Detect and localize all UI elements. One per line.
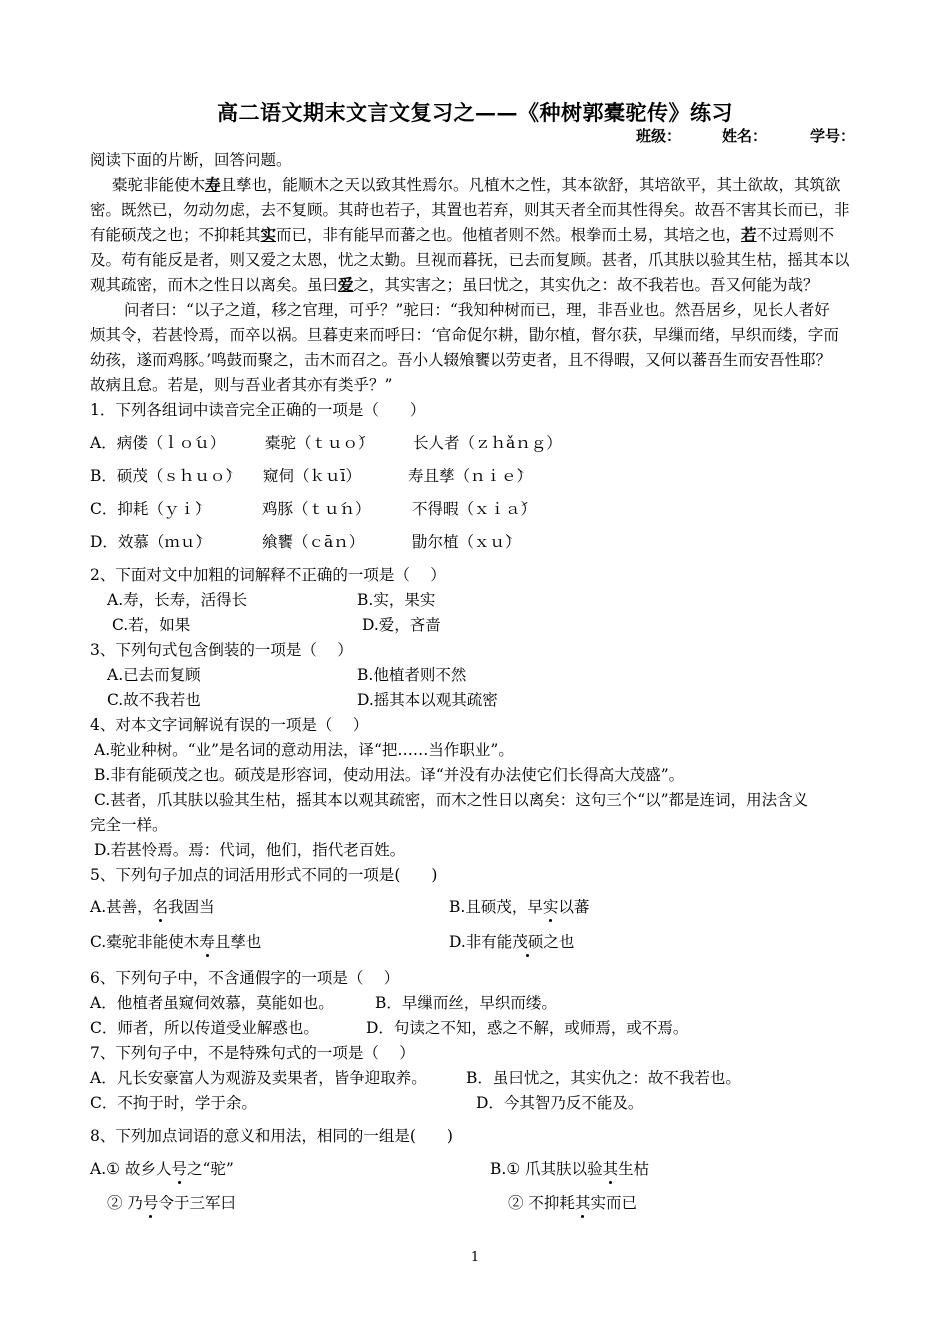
q1-option-b: B．硕茂（ｓｈｕｏ̀） (90, 467, 241, 485)
question-4-stem: 4、对本文字词解说有误的一项是（ ） (90, 716, 369, 734)
q1-option-a-2: 橐驼（ｔｕｏ́） (265, 434, 374, 452)
q1-option-c-3: 不得暇（ｘｉａ́） (412, 500, 537, 518)
q5-option-a: A.甚善，名我固当 (90, 898, 215, 916)
q7-option-a: A．凡长安豪富人为观游及卖果者，皆争迎取养。 (90, 1069, 427, 1087)
q1-option-d-3: 勖尔植（ｘｕ̀） (412, 533, 521, 551)
passage-line: 橐驼非能使木寿且孳也，能顺木之天以致其性焉尔。凡植木之性，其本欲舒，其培欲平，其土欲故，其筑欲 (112, 175, 841, 194)
question-8-stem: 8、下列加点词语的意义和用法，相同的一组是( ) (90, 1127, 453, 1145)
bold-word-shi: 实 (260, 225, 277, 244)
name-label: 姓名： (722, 127, 768, 145)
bold-word-shou: 寿 (205, 175, 221, 194)
q7-option-c: C．不拘于时，学于余。 (90, 1094, 257, 1112)
passage-line: 密。既然已，勿动勿虑，去不复顾。其莳也若子，其置也若弃，则其天者全而其性得矣。故吾不害其长而已，非 (90, 201, 850, 219)
q1-option-b-3: 寿且孳（ｎｉｅ̀） (408, 467, 533, 485)
q6-option-c: C．师者，所以传道受业解惑也。 (90, 1019, 319, 1037)
q4-option-c-cont: 完全一样。 (90, 816, 168, 834)
q8-option-a2: ② 乃号令于三军曰 (107, 1194, 236, 1212)
q7-option-d: D．今其智乃反不能及。 (476, 1094, 644, 1112)
passage-line: 观其疏密，而木之性日以离矣。虽曰爱之，其实害之；虽曰忧之，其实仇之：故不我若也。吾又何能为哉？ (90, 275, 819, 294)
q5-option-c: C.橐驼非能使木寿且孳也 (90, 933, 262, 951)
question-3-stem: 3、下列句式包含倒装的一项是（ ） (90, 641, 353, 659)
q8-option-b2: ② 不抑耗其实而已 (508, 1194, 637, 1212)
q1-option-d: D．效慕（ｍｕ̀） (90, 533, 211, 551)
q1-option-c-2: 鸡豚（ｔｕ́ｎ） (262, 500, 371, 518)
student-id-label: 学号： (810, 127, 856, 145)
question-6-stem: 6、下列句子中，不含通假字的一项是（ ） (90, 969, 400, 987)
passage-line: 烦其令，若甚怜焉，而卒以祸。旦暮吏来而呼曰：‘官命促尔耕，勖尔植，督尔获，早缫而绪，早织而缕，字而 (90, 326, 839, 344)
q1-option-c: C．抑耗（ｙｉ̀） (90, 500, 211, 518)
passage-line: 有能硕茂之也；不抑耗其实而已，非有能早而蕃之也。他植者则不然。根拳而土易，其培之也，若不过焉则不 (90, 225, 835, 244)
q7-option-b: B．虽曰忧之，其实仇之：故不我若也。 (466, 1069, 741, 1087)
dotted-word: 茂硕 (512, 933, 544, 951)
intro-text: 阅读下面的片断，回答问题。 (90, 151, 292, 169)
q3-option-a: A.已去而复顾 (107, 666, 201, 684)
q4-option-a: A.驼业种树。“业”是名词的意动用法，译“把……当作职业”。 (94, 741, 514, 759)
q2-option-d: D.爱，吝啬 (362, 616, 441, 634)
page-number: 1 (470, 1250, 480, 1265)
q1-option-b-2: 窥伺（ｋｕī） (263, 467, 361, 485)
q2-option-b: B.实，果实 (357, 591, 436, 609)
dotted-word: 其 (574, 1194, 591, 1212)
class-label: 班级： (636, 127, 682, 145)
q4-option-c: C.甚者，爪其肤以验其生枯，摇其本以观其疏密，而木之性日以离矣：这句三个“以”都是连词，用法含义 (94, 791, 809, 809)
q3-option-d: D.摇其本以观其疏密 (357, 691, 498, 709)
q1-option-a: A．病偻（ｌｏ́ｕ） (90, 434, 226, 452)
bold-word-ai: 爱 (338, 275, 354, 294)
dotted-word: 名 (152, 898, 169, 916)
question-7-stem: 7、下列句子中，不是特殊句式的一项是（ ） (90, 1044, 415, 1062)
question-1-stem: 1．下列各组词中读音完全正确的一项是（ ） (90, 401, 426, 419)
page-title: 高二语文期末文言文复习之——《种树郭橐驼传》练习 (217, 100, 733, 125)
q6-option-a: A．他植者虽窥伺效慕，莫能如也。 (90, 994, 334, 1012)
q6-option-b: B．早缫而丝，早织而缕。 (375, 994, 557, 1012)
question-5-stem: 5、下列句子加点的词活用形式不同的一项是( ) (90, 866, 438, 884)
dotted-word: 号 (142, 1194, 159, 1212)
q5-option-b: B.且硕茂，早实以蕃 (449, 898, 590, 916)
q8-option-a1: A.① 故乡人号之“驼” (90, 1160, 234, 1178)
q3-option-c: C.故不我若也 (107, 691, 201, 709)
q4-option-d: D.若甚怜焉。焉：代词，他们，指代老百姓。 (94, 841, 406, 859)
q1-option-a-3: 长人者（ｚｈǎｎｇ） (413, 434, 562, 452)
q3-option-b: B.他植者则不然 (357, 666, 467, 684)
q6-option-d: D．句读之不知，惑之不解，或师焉，或不焉。 (366, 1019, 689, 1037)
q5-option-d: D.非有能茂硕之也 (449, 933, 575, 951)
passage-line: 幼孩，遂而鸡豚。’鸣鼓而聚之，击木而召之。吾小人辍飧饔以劳吏者，且不得暇，又何以蕃吾生而安吾性耶？ (90, 351, 832, 369)
q2-option-c: C.若，如果 (112, 616, 191, 634)
q4-option-b: B.非有能硕茂之也。硕茂是形容词，使动用法。译“并没有办法使它们长得高大茂盛”。 (94, 766, 685, 784)
q8-option-b1: B.① 爪其肤以验其生枯 (490, 1160, 650, 1178)
dotted-word: 实 (542, 898, 559, 916)
q1-option-d-2: 飨饔（ｃāｎ） (262, 533, 365, 551)
q2-option-a: A.寿，长寿，活得长 (107, 591, 248, 609)
dotted-word: 其 (602, 1160, 619, 1178)
passage-line: 问者曰：“以子之道，移之官理，可乎？”驼曰：“我知种树而已，理，非吾业也。然吾居乡，见长人者好 (124, 301, 830, 319)
passage-line: 及。苟有能反是者，则又爱之太恩，忧之太勤。旦视而暮抚，已去而复顾。甚者，爪其肤以验其生枯，摇其本以 (90, 251, 850, 269)
dotted-word: 号 (171, 1160, 187, 1178)
question-2-stem: 2、下面对文中加粗的词解释不正确的一项是（ ） (90, 566, 446, 584)
dotted-word: 寿 (199, 933, 215, 951)
bold-word-ruo: 若 (741, 225, 757, 244)
passage-line: 故病且怠。若是，则与吾业者其亦有类乎？” (90, 376, 393, 394)
